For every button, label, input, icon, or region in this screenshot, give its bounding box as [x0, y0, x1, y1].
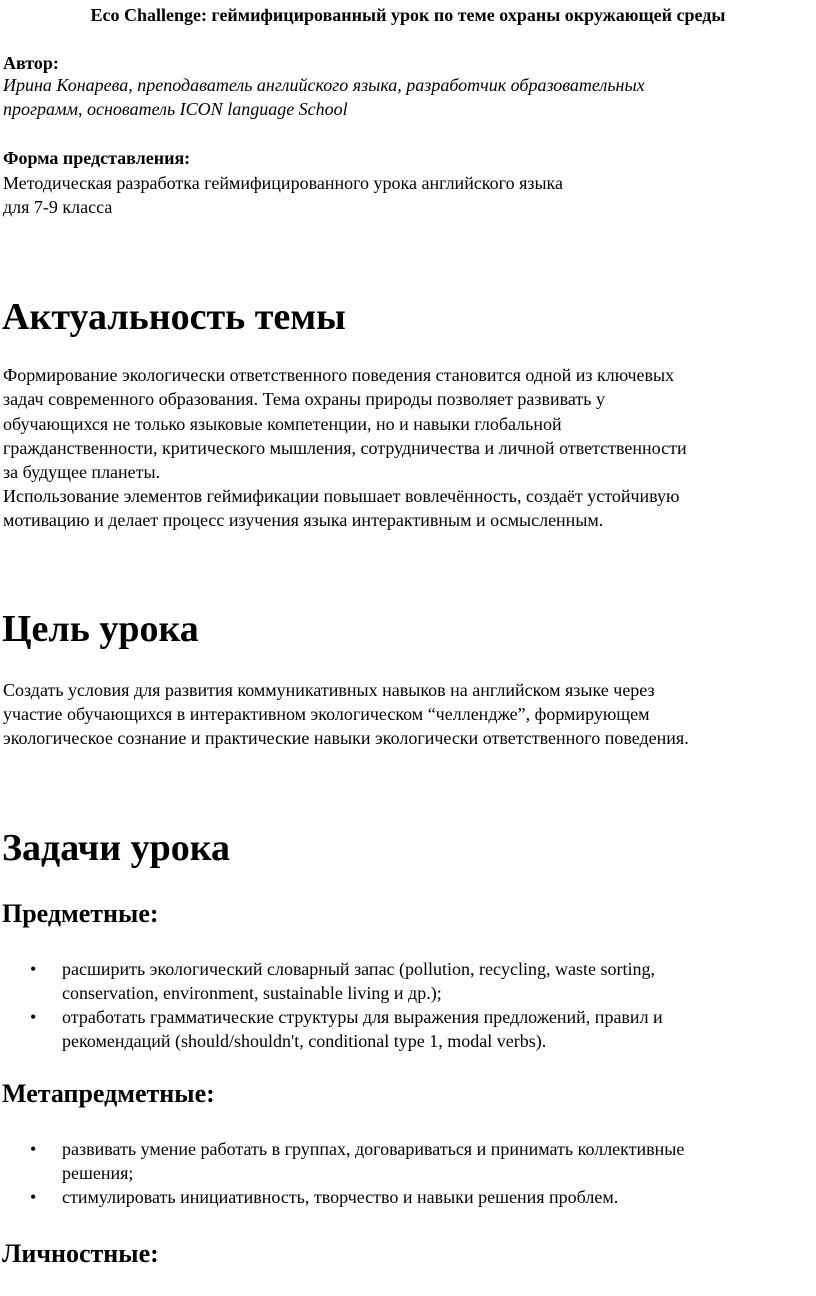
goal-line: Создать условия для развития коммуникативных навыков на английском языке через — [3, 680, 655, 700]
personal-heading: Личностные: — [2, 1239, 159, 1268]
bullet-icon: • — [30, 1007, 37, 1027]
tasks-heading: Задачи урока — [2, 827, 231, 869]
meta-item-line: стимулировать инициативность, творчество и навыки решения проблем. — [62, 1187, 619, 1207]
relevance-line: Использование элементов геймификации повышает вовлечённость, создаёт устойчивую — [3, 486, 680, 506]
meta-heading: Метапредметные: — [2, 1079, 215, 1108]
subject-item-line: conservation, environment, sustainable living и др.); — [62, 983, 442, 1003]
bullet-icon: • — [30, 1187, 37, 1207]
author-label: Автор: — [3, 53, 59, 73]
form-label: Форма представления: — [3, 148, 191, 168]
relevance-heading: Актуальность темы — [2, 296, 346, 338]
subject-heading: Предметные: — [2, 899, 159, 928]
goal-line: экологическое сознание и практические навыки экологически ответственного поведения. — [3, 728, 689, 748]
author-line: Ирина Конарева, преподаватель английского языка, разработчик образовательных — [3, 75, 645, 95]
bullet-icon: • — [30, 959, 37, 979]
relevance-line: гражданственности, критического мышления, сотрудничества и личной ответственности — [3, 438, 687, 458]
relevance-line: обучающихся не только языковые компетенции, но и навыки глобальной — [3, 414, 562, 434]
relevance-line: мотивацию и делает процесс изучения языка интерактивным и осмысленным. — [3, 510, 604, 530]
subject-item-line: отработать грамматические структуры для выражения предложений, правил и — [62, 1007, 663, 1027]
document-title: Eco Challenge: геймифицированный урок по теме охраны окружающей среды — [90, 5, 726, 25]
subject-item-line: рекомендаций (should/shouldn't, conditional type 1, modal verbs). — [62, 1031, 547, 1051]
meta-item-line: решения; — [62, 1163, 134, 1183]
form-line: для 7-9 класса — [3, 197, 113, 217]
relevance-line: Формирование экологически ответственного поведения становится одной из ключевых — [3, 365, 675, 385]
goal-line: участие обучающихся в интерактивном экологическом “челлендже”, формирующем — [3, 704, 650, 724]
relevance-line: за будущее планеты. — [3, 462, 161, 482]
meta-item-line: развивать умение работать в группах, договариваться и принимать коллективные — [62, 1139, 685, 1159]
relevance-line: задач современного образования. Тема охраны природы позволяет развивать у — [3, 389, 605, 409]
subject-item-line: расширить экологический словарный запас (pollution, recycling, waste sorting, — [62, 959, 655, 979]
goal-heading: Цель урока — [2, 608, 199, 650]
form-line: Методическая разработка геймифицированного урока английского языка — [3, 173, 564, 193]
author-line: программ, основатель ICON language School — [3, 99, 348, 119]
bullet-icon: • — [30, 1139, 37, 1159]
